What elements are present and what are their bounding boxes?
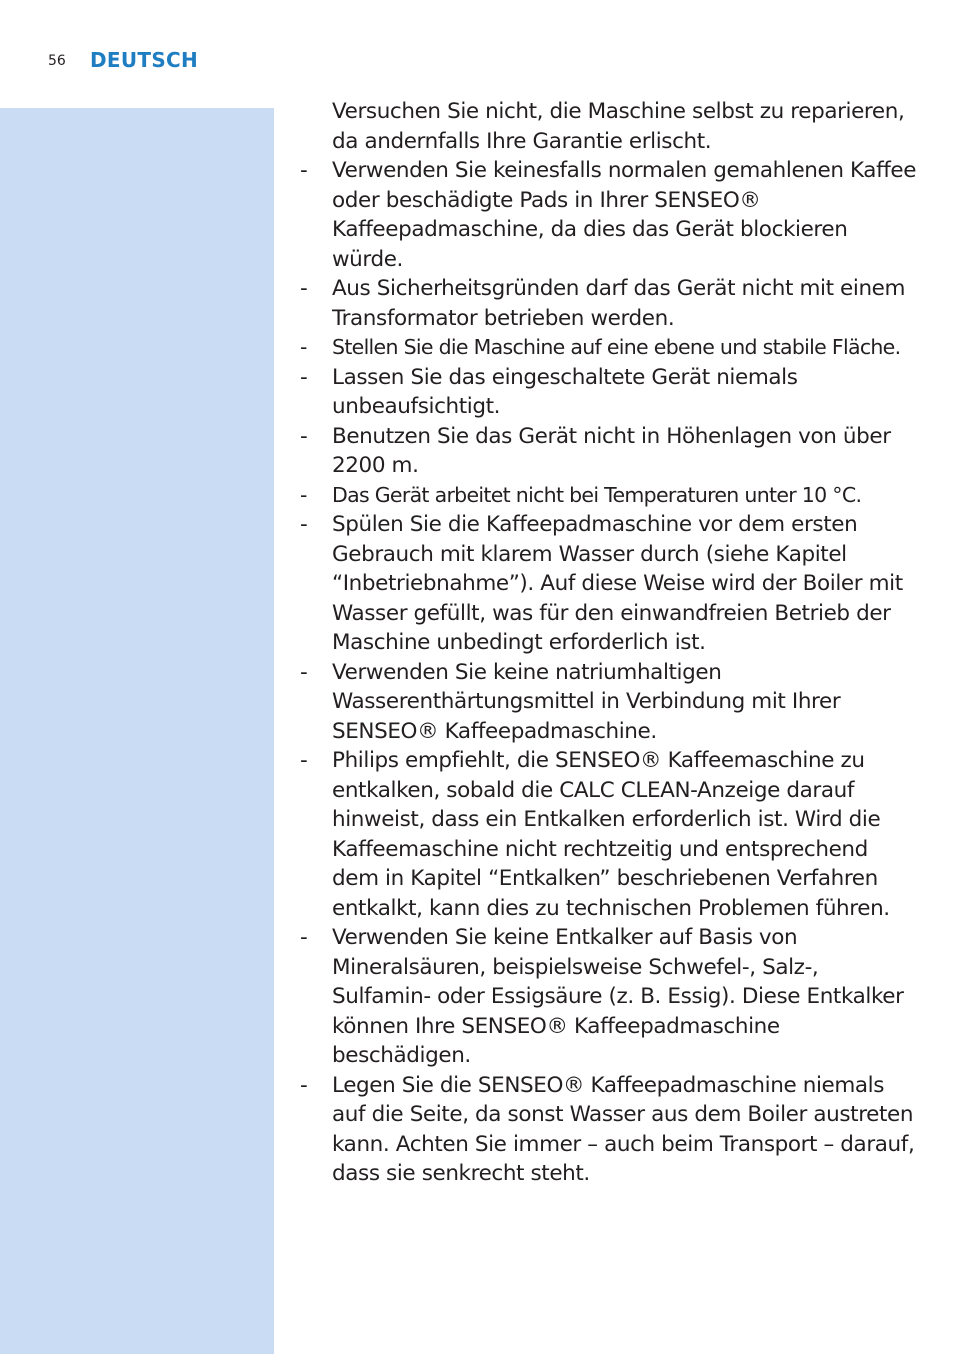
main-content [332,97,917,1189]
list-item: - Benutzen Sie das Gerät nicht in Höhenlagen von über 2200 m. [332,422,917,481]
intro-paragraph: Versuchen Sie nicht, die Maschine selbst zu reparieren, da andernfalls Ihre Garantie erlischt. [332,99,905,154]
list-item: - Spülen Sie die Kaffeepadmaschine vor dem ersten Gebrauch mit klarem Wasser durch (siehe Kapitel “Inbetriebnahme”). Auf diese Weise wird der Boiler mit Wasser gefüllt, was für den einwandfreien Betrieb der Maschine unbedingt erforderlich ist. [332,510,917,658]
section-title: DEUTSCH [90,48,199,72]
safety-list [332,156,917,1189]
list-item: - Aus Sicherheitsgründen darf das Gerät nicht mit einem Transformator betrieben werden. [332,274,917,333]
list-item: - Verwenden Sie keinesfalls normalen gemahlenen Kaffee oder beschädigte Pads in Ihrer SENSEO® Kaffeepadmaschine, da dies das Gerät blockieren würde. [332,156,917,274]
list-item: - Stellen Sie die Maschine auf eine ebene und stabile Fläche. [332,333,917,363]
page-number: 56 [48,53,66,69]
list-item: - Philips empfiehlt, die SENSEO® Kaffeemaschine zu entkalken, sobald die CALC CLEAN-Anzeige darauf hinweist, dass ein Entkalken erforderlich ist. Wird die Kaffeemaschine nicht rechtzeitig und entsprechend dem in Kapitel “Entkalken” beschriebenen Verfahren entkalkt, kann dies zu technischen Problemen führen. [332,746,917,923]
list-item: - Verwenden Sie keine Entkalker auf Basis von Mineralsäuren, beispielsweise Schwefel-, Salz-, Sulfamin- oder Essigsäure (z. B. Essig). Diese Entkalker können Ihre SENSEO® Kaffeepadmaschine beschädigen. [332,923,917,1071]
list-item: - Lassen Sie das eingeschaltete Gerät niemals unbeaufsichtigt. [332,363,917,422]
list-item: - Legen Sie die SENSEO® Kaffeepadmaschine niemals auf die Seite, da sonst Wasser aus dem Boiler austreten kann. Achten Sie immer – auch beim Transport – darauf, dass sie senkrecht steht. [332,1071,917,1189]
list-item: - Das Gerät arbeitet nicht bei Temperaturen unter 10 °C. [332,481,917,511]
sidebar-panel [0,108,274,1354]
list-item: - Verwenden Sie keine natriumhaltigen Wasserenthärtungsmittel in Verbindung mit Ihrer SENSEO® Kaffeepadmaschine. [332,658,917,747]
